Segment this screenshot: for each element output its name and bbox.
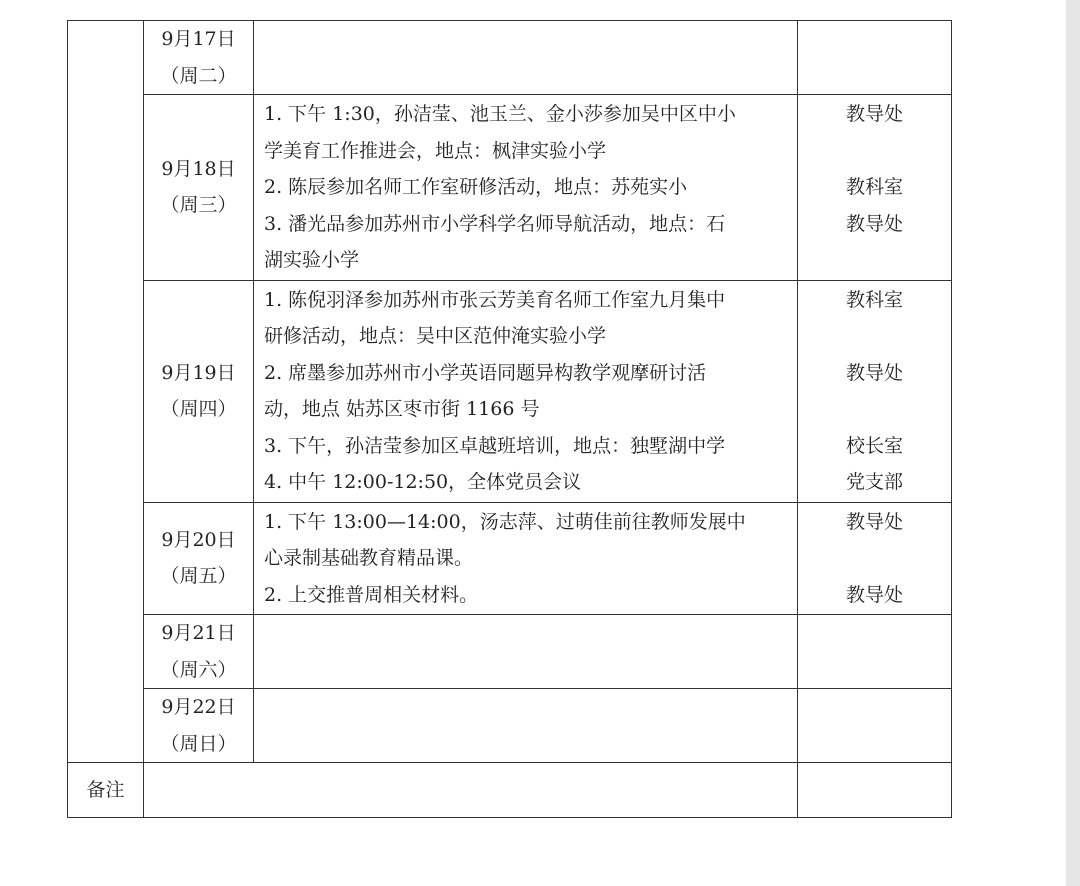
table-row-0922 <box>68 689 952 763</box>
dept-cell <box>798 21 952 95</box>
remark-label: 备注 <box>86 778 125 801</box>
list-item: 2. 上交推普周相关材料。 <box>264 583 479 606</box>
items-cell <box>254 280 798 502</box>
table-row-0921 <box>68 615 952 689</box>
page-edge <box>1066 0 1080 886</box>
dept-label: 校长室 <box>845 434 903 457</box>
dept-label: 党支部 <box>845 471 903 493</box>
table-row-0917 <box>68 21 952 95</box>
list-item: 动，地点 姑苏区枣市街 1166 号 <box>264 398 540 420</box>
table-row-0918 <box>68 95 952 281</box>
remark-label-cell <box>68 763 144 818</box>
list-item: 4. 中午 12:00-12:50，全体党员会议 <box>264 471 582 493</box>
dept-label <box>798 242 951 279</box>
date-cell <box>144 615 254 689</box>
date-label: 9月20日 <box>161 528 236 551</box>
dept-cell <box>798 95 952 281</box>
dept-cell <box>798 280 952 502</box>
dept-label: 教导处 <box>845 361 903 384</box>
weekday-label: （周日） <box>160 732 237 755</box>
dept-cell <box>798 689 952 763</box>
weekday-label: （周二） <box>160 64 237 87</box>
items-cell <box>254 95 798 281</box>
table-row-0920 <box>68 502 952 615</box>
table-row-remark <box>68 763 952 818</box>
table-row-0919 <box>68 280 952 502</box>
list-item: 3. 下午，孙洁莹参加区卓越班培训，地点：独墅湖中学 <box>264 434 726 457</box>
schedule-table <box>67 20 952 818</box>
list-item: 学美育工作推进会，地点：枫津实验小学 <box>264 139 607 162</box>
date-cell <box>144 689 254 763</box>
dept-label <box>798 318 951 355</box>
list-item: 2. 席墨参加苏州市小学英语同题异构教学观摩研讨活 <box>264 361 707 384</box>
list-item: 2. 陈辰参加名师工作室研修活动，地点：苏苑实小 <box>264 176 688 198</box>
weekday-label: （周六） <box>160 658 237 681</box>
dept-label: 教科室 <box>845 288 903 311</box>
list-item: 3. 潘光品参加苏州市小学科学名师导航活动，地点：石 <box>264 212 726 235</box>
list-item: 1. 下午 13:00—14:00，汤志萍、过萌佳前往教师发展中 <box>264 510 746 533</box>
items-cell <box>254 502 798 615</box>
dept-label: 教导处 <box>845 510 903 533</box>
date-label: 9月22日 <box>161 696 236 718</box>
dept-cell <box>798 502 952 615</box>
date-cell <box>144 502 254 615</box>
list-item: 心录制基础教育精品课。 <box>264 547 474 569</box>
list-item: 湖实验小学 <box>264 249 360 271</box>
dept-label <box>798 540 951 577</box>
date-label: 9月19日 <box>161 361 236 384</box>
date-cell <box>144 95 254 281</box>
weekday-label: （周四） <box>160 398 237 420</box>
remark-dept-cell <box>798 763 952 818</box>
items-cell <box>254 615 798 689</box>
dept-label: 教导处 <box>845 212 903 235</box>
weekday-label: （周五） <box>160 565 237 588</box>
remark-content-cell <box>144 763 798 818</box>
date-label: 9月21日 <box>161 622 236 644</box>
dept-label: 教导处 <box>845 103 903 125</box>
dept-label <box>798 391 951 428</box>
week-label-cell <box>68 21 144 763</box>
date-label: 9月18日 <box>161 157 236 180</box>
list-item: 1. 陈倪羽泽参加苏州市张云芳美育名师工作室九月集中 <box>264 288 726 311</box>
dept-label <box>798 133 951 170</box>
dept-label: 教科室 <box>845 176 903 198</box>
date-label: 9月17日 <box>161 28 236 50</box>
list-item: 1. 下午 1:30，孙洁莹、池玉兰、金小莎参加吴中区中小 <box>264 103 736 125</box>
items-cell <box>254 689 798 763</box>
dept-label: 教导处 <box>845 583 903 606</box>
date-cell <box>144 21 254 95</box>
list-item: 研修活动，地点：吴中区范仲淹实验小学 <box>264 325 607 347</box>
dept-cell <box>798 615 952 689</box>
date-cell <box>144 280 254 502</box>
items-cell <box>254 21 798 95</box>
weekday-label: （周三） <box>160 194 237 217</box>
